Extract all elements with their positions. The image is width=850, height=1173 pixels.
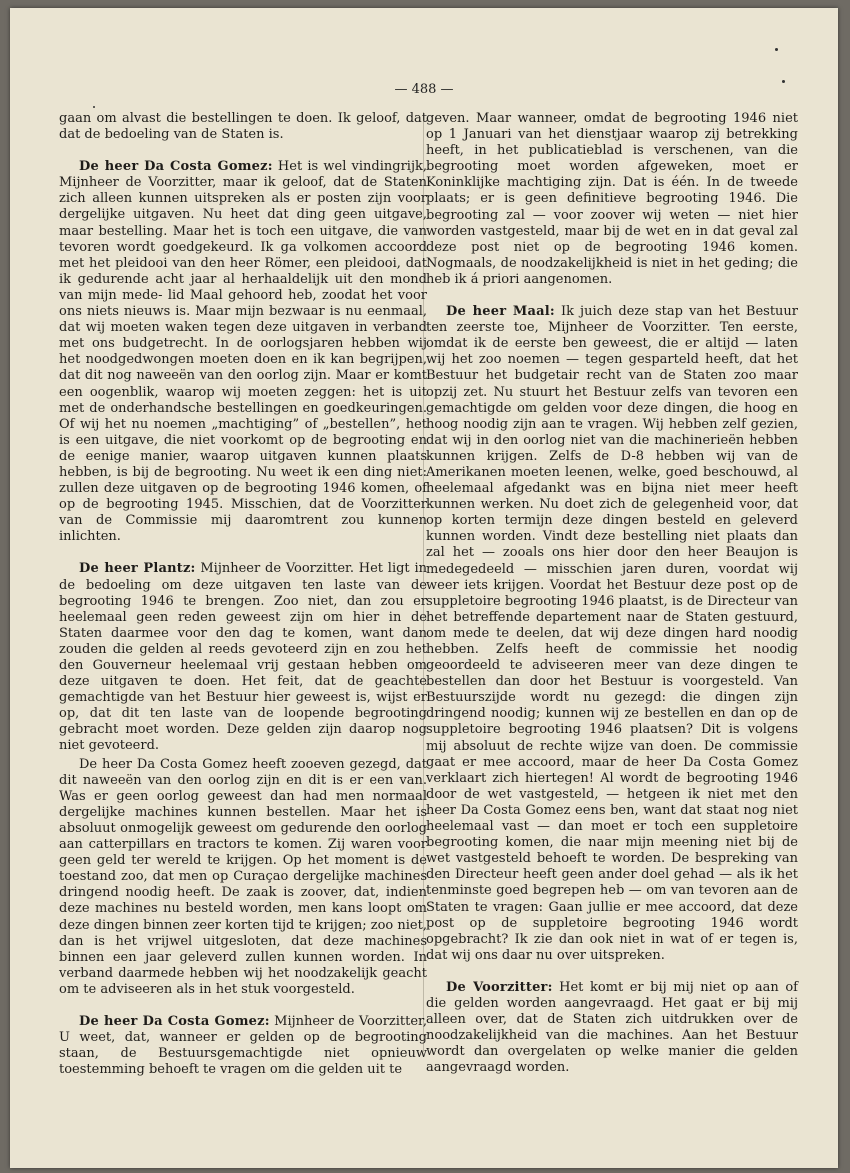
paragraph-text: Mijnheer de Voorzitter, U weet, dat, wanneer er gelden op de begrooting staan, de Bestuursgemachtigde niet opnieuw toestemming behoeft te vragen om die gelden uit te xyxy=(59,1013,427,1078)
right-column xyxy=(426,111,798,1076)
speaker-name: De heer Maal: xyxy=(446,304,555,320)
paragraph xyxy=(426,111,798,288)
paragraph xyxy=(426,980,798,1077)
speaker-name: De heer Plantz: xyxy=(79,561,196,577)
left-column xyxy=(59,111,427,1078)
paragraph-text: geven. Maar wanneer, omdat de begrooting 1946 niet op 1 Januari van het dienstjaar waarop zij betrekking heeft, in het publicatieblad is verschenen, van die begrooting moet worden afgeweken, moet er Koninklijke machtiging zijn. Dat is één. In de tweede plaats; er is geen definitieve begrooting 1946. Die begrooting zal — voor zoover wij weten — niet hier worden vastgesteld, maar bij de wet en in dat geval zal deze post niet op de begrooting 1946 komen. Nogmaals, de noodzakelijkheid is niet in het geding; die heb ik á priori aangenomen. xyxy=(426,111,798,287)
paragraph-text: Het komt er bij mij niet op aan of die gelden worden aangevraagd. Het gaat er bij mij alleen over, dat de Staten zich uitdrukken over de noodzakelijkheid van die machines. Aan het Bestuur wordt dan overgelaten op welke manier die gelden aangevraagd worden. xyxy=(426,979,798,1076)
paragraph xyxy=(59,757,427,998)
paragraph xyxy=(59,1014,427,1078)
ink-speck xyxy=(775,48,778,51)
paragraph xyxy=(426,304,798,964)
page-number: — 488 — xyxy=(394,82,454,97)
paragraph-text: Ik juich deze stap van het Bestuur ten zeerste toe, Mijnheer de Voorzitter. Ten eerste, omdat ik de eerste ben geweest, die er altijd — laten wij het zoo noemen — tegen gesparteld heeft, dat het Bestuur het budgetair recht van de Staten zoo maar opzij zet. Nu stuurt het Bestuur zelfs van tevoren een gemachtigde om gelden voor deze dingen, die hoog en hoog noodig zijn aan te vragen. Wij hebben zelf gezien, dat wij in den oorlog niet van die machinerieën hebben kunnen krijgen. Zelfs de D-8 hebben wij van de Amerikanen moeten leenen, welke, goed beschouwd, al heelemaal afgedankt was en bijna niet meer heeft kunnen werken. Nu doet zich de gelegenheid voor, dat op korten termijn deze dingen besteld en geleverd kunnen worden. Vindt deze bestelling niet plaats dan zal het — zooals ons hier door den heer Beaujon is medegedeeld — misschien jaren duren, voordat wij weer iets krijgen. Voordat het Bestuur deze post op de suppletoire begrooting 1946 plaatst, is de Directeur van het betreffende departement naar de Staten gestuurd, om mede te deelen, dat wij deze dingen hard noodig hebben. Zelfs heeft de commissie het noodig geoordeeld te adviseeren meer van deze dingen te bestellen dan door het Bestuur is voorgesteld. Van Bestuurszijde wordt nu gezegd: die dingen zijn dringend noodig; kunnen wij ze bestellen en dan op de suppletoire begrooting 1946 plaatsen? Dit is volgens mij absoluut de rechte wijze van doen. De commissie gaat er mee accoord, maar de heer Da Costa Gomez verklaart zich hiertegen! Al wordt de begrooting 1946 door de wet vastgesteld, — hetgeen ik niet met den heer Da Costa Gomez eens ben, want dat staat nog niet heelemaal vast — dan moet er toch een suppletoire begrooting komen, die naar mijn meening niet bij de wet vastgesteld behoeft te worden. De bespreking van den Directeur heeft geen ander doel gehad — als ik het tenminste goed begrepen heb — om van tevoren aan de Staten te vragen: Gaan jullie er mee accoord, dat deze post op de suppletoire begrooting 1946 wordt opgebracht? Ik zie dan ook niet in wat of er tegen is, dat wij ons daar nu over uitspreken. xyxy=(426,304,798,963)
paragraph xyxy=(59,111,427,143)
paragraph-text: gaan om alvast die bestellingen te doen. Ik geloof, dat dat de bedoeling van de Staten is. xyxy=(59,111,427,143)
paragraph xyxy=(59,561,427,754)
speaker-name: De heer Da Costa Gomez: xyxy=(79,159,273,175)
speaker-name: De Voorzitter: xyxy=(446,979,553,995)
paragraph-text: Het is wel vindingrijk, Mijnheer de Voorzitter, maar ik geloof, dat de Staten zich alleen kunnen uitspreken als er posten zijn voor dergelijke uitgaven. Nu heet dat ding geen uitgave, maar bestelling. Maar het is toch een uitgave, die van tevoren wordt goedgekeurd. Ik ga volkomen accoord met het pleidooi van den heer Römer, een pleidooi, dat ik gedurende acht jaar al herhaaldelijk uit den mond van mijn mede- lid Maal gehoord heb, zoodat het voor ons niets nieuws is. Maar mijn bezwaar is nu eenmaal, dat wij moeten waken tegen deze uitgaven in verband met ons budgetrecht. In de oorlogsjaren hebben wij het noodgedwongen moeten doen en ik kan begrijpen, dat dit nog naweeën van den oorlog zijn. Maar er komt een oogenblik, waarop wij moeten zeggen: het is uit met de onderhandsche bestellingen en goedkeuringen. Of wij het nu noemen „machtiging” of „bestellen”, het is een uitgave, die niet voorkomt op de begrooting en de eenige manier, waarop uitgaven kunnen plaats hebben, is bij de begrooting. Nu weet ik een ding niet: zullen deze uitgaven op de begrooting 1946 komen, of op de begrooting 1945. Misschien, dat de Voorzitter van de Commissie mij daaromtrent zou kunnen inlichten. xyxy=(59,159,427,545)
ink-speck xyxy=(93,106,95,108)
document-page xyxy=(10,8,838,1168)
paragraph xyxy=(59,159,427,545)
speaker-name: De heer Da Costa Gomez: xyxy=(79,1013,270,1029)
paragraph-text: De heer Da Costa Gomez heeft zooeven gezegd, dat dit naweeën van den oorlog zijn en dit is er een van. Was er geen oorlog geweest dan had men normaal dergelijke machines kunnen bestellen. Maar het is absoluut onmogelijk geweest om gedurende den oorlog aan catterpillars en tractors te komen. Zij waren voor geen geld ter wereld te krijgen. Op het moment is de toestand zoo, dat men op Curaçao dergelijke machines dringend noodig heeft. De zaak is zoover, dat, indien deze machines nu besteld worden, men kans loopt om deze dingen binnen zeer korten tijd te krijgen; zoo niet, dan is het vrijwel uitgesloten, dat deze machines binnen een jaar geleverd zullen kunnen worden. In verband daarmede hebben wij het noodzakelijk geacht om te adviseeren als in het stuk voorgesteld. xyxy=(59,756,427,997)
paragraph-text: Mijnheer de Voorzitter. Het ligt in de bedoeling om deze uitgaven ten laste van de begrooting 1946 te brengen. Zoo niet, dan zou er heelemaal geen reden geweest zijn om hier in de Staten daarmee voor den dag te komen, want dan zouden die gelden al reeds gevoteerd zijn en zou het den Gouverneur heelemaal vrij gestaan hebben om deze uitgaven te doen. Het feit, dat de geachte gemachtigde van het Bestuur hier geweest is, wijst er op, dat dit ten laste van de loopende begrooting gebracht moet worden. Deze gelden zijn daarop nog niet gevoteerd. xyxy=(59,561,427,754)
